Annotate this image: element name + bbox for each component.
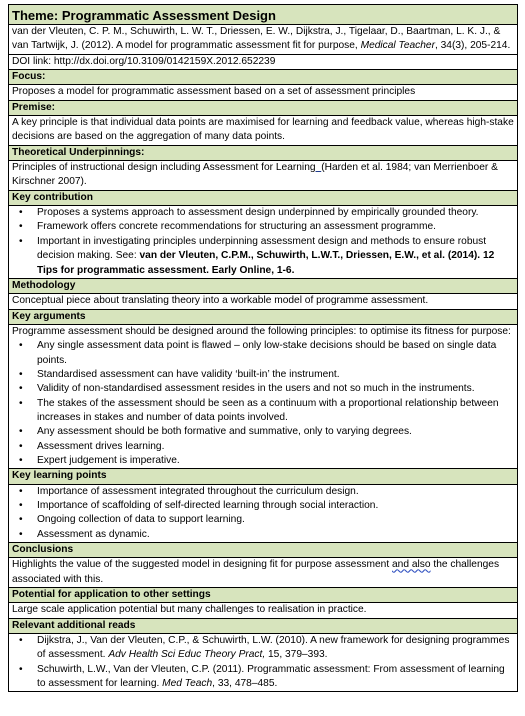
summary-table [8, 4, 518, 692]
potential-text: Large scale application potential but many challenges to realisation in practice. [9, 602, 517, 617]
reference-text: Schuwirth, L.W., Van der Vleuten, C.P. (2011). Programmatic assessment: From assessment of learning to assessment for learning. [37, 663, 505, 690]
list-item: • Standardised assessment can have validity ‘built-in’ the instrument. [12, 368, 514, 382]
conclusions-text-after: the challenges associated with this. [12, 559, 500, 585]
methodology-text: Conceptual piece about translating theory into a workable model of programme assessment. [9, 293, 517, 308]
list-item: • The stakes of the assessment should be seen as a continuum with a proportional relationship between increases in stakes and number of data points involved. [12, 397, 514, 426]
list-item-text: Important in investigating principles underpinning assessment design and methods to ensure robust decision making. See: [37, 235, 487, 262]
list-item: • Importance of scaffolding of self-directed learning through social interaction. [12, 499, 514, 513]
theory-text [9, 160, 517, 190]
conclusions-text [9, 557, 517, 587]
list-item: • Importance of assessment integrated throughout the curriculum design. [12, 485, 514, 499]
theme-title: Theme: Programmatic Assessment Design [9, 5, 517, 24]
citation [12, 25, 514, 54]
list-item [12, 235, 514, 278]
conclusions-text-before: Highlights the value of the suggested model in designing fit for purpose assessment [12, 559, 392, 571]
list-item: • Any single assessment data point is flawed – only low-stake decisions should be based on single data points. [12, 339, 514, 368]
reference-tail: , 33, 478–485. [212, 678, 278, 690]
focus-text: Proposes a model for programmatic assessment based on a set of assessment principles [9, 84, 517, 99]
focus-heading: Focus: [9, 69, 517, 84]
theory-text-before: Principles of instructional design including Assessment for Learning [12, 162, 316, 174]
key-learning-points-list [9, 484, 517, 542]
theory-text-after: (Harden et al. 1984; van Merrienboer & Kirschner 2007). [12, 162, 498, 188]
citation-journal: Medical Teacher [360, 40, 435, 52]
list-item: • Framework offers concrete recommendations for structuring an assessment programme. [12, 220, 514, 234]
premise-heading: Premise: [9, 100, 517, 115]
doi-link[interactable]: DOI link: http://dx.doi.org/10.3109/0142159X.2012.652239 [12, 55, 276, 67]
key-arguments-intro: Programme assessment should be designed around the following principles: to optimise its fitness for purpose: [12, 325, 511, 337]
citation-authors: van der Vleuten, C. P. M., Schuwirth, L. W. T., Driessen, E. W., Dijkstra, J., Tigelaar, D., Baartman, L. K. J., & van Tartwijk, J. (2012). A model for programmatic assessment fit for purpose, [12, 26, 501, 52]
citation-block [9, 24, 517, 54]
list-item: • Validity of non-standardised assessment resides in the users and not so much in the instruments. [12, 382, 514, 396]
list-item: • Expert judgement is imperative. [12, 454, 514, 468]
additional-reads-list [9, 633, 517, 691]
reference-tail: 15, 379–393. [265, 649, 328, 661]
list-item: • Assessment as dynamic. [12, 528, 514, 542]
list-item: • Assessment drives learning. [12, 440, 514, 454]
theory-heading: Theoretical Underpinnings: [9, 145, 517, 160]
doi-row [9, 54, 517, 69]
list-item [12, 663, 514, 692]
methodology-heading: Methodology [9, 278, 517, 293]
conclusions-heading: Conclusions [9, 542, 517, 557]
key-arguments-heading: Key arguments [9, 309, 517, 324]
list-item: • Proposes a systems approach to assessment design underpinned by empirically grounded theory. [12, 206, 514, 220]
key-learning-points-heading: Key learning points [9, 468, 517, 483]
reference-text: Dijkstra, J., Van der Vleuten, C.P., & Schuwirth, L.W. (2010). A new framework for designing programmes of assessment. [37, 635, 510, 661]
key-contribution-list [9, 205, 517, 278]
citation-tail: , 34(3), 205-214. [434, 40, 511, 52]
premise-text: A key principle is that individual data points are maximised for learning and feedback value, whereas high-stake decisions are based on the aggregation of many data points. [9, 115, 517, 145]
list-item-reference: van der Vleuten, C.P.M., Schuwirth, L.W.T., Driessen, E.W., et al. (2014). 12 Tips for programmatic assessment. Early Online, 1-6. [37, 250, 495, 276]
list-item [12, 634, 514, 663]
list-item: • Any assessment should be both formative and summative, only to varying degrees. [12, 425, 514, 439]
key-contribution-heading: Key contribution [9, 190, 517, 205]
reference-journal: Adv Health Sci Educ Theory Pract, [108, 649, 266, 661]
key-arguments-list [9, 324, 517, 468]
conclusions-spellcheck-mark: and also [392, 559, 431, 571]
list-item: • Ongoing collection of data to support learning. [12, 513, 514, 527]
potential-heading: Potential for application to other settings [9, 587, 517, 602]
additional-reads-heading: Relevant additional reads [9, 618, 517, 633]
reference-journal: Med Teach [162, 678, 213, 690]
